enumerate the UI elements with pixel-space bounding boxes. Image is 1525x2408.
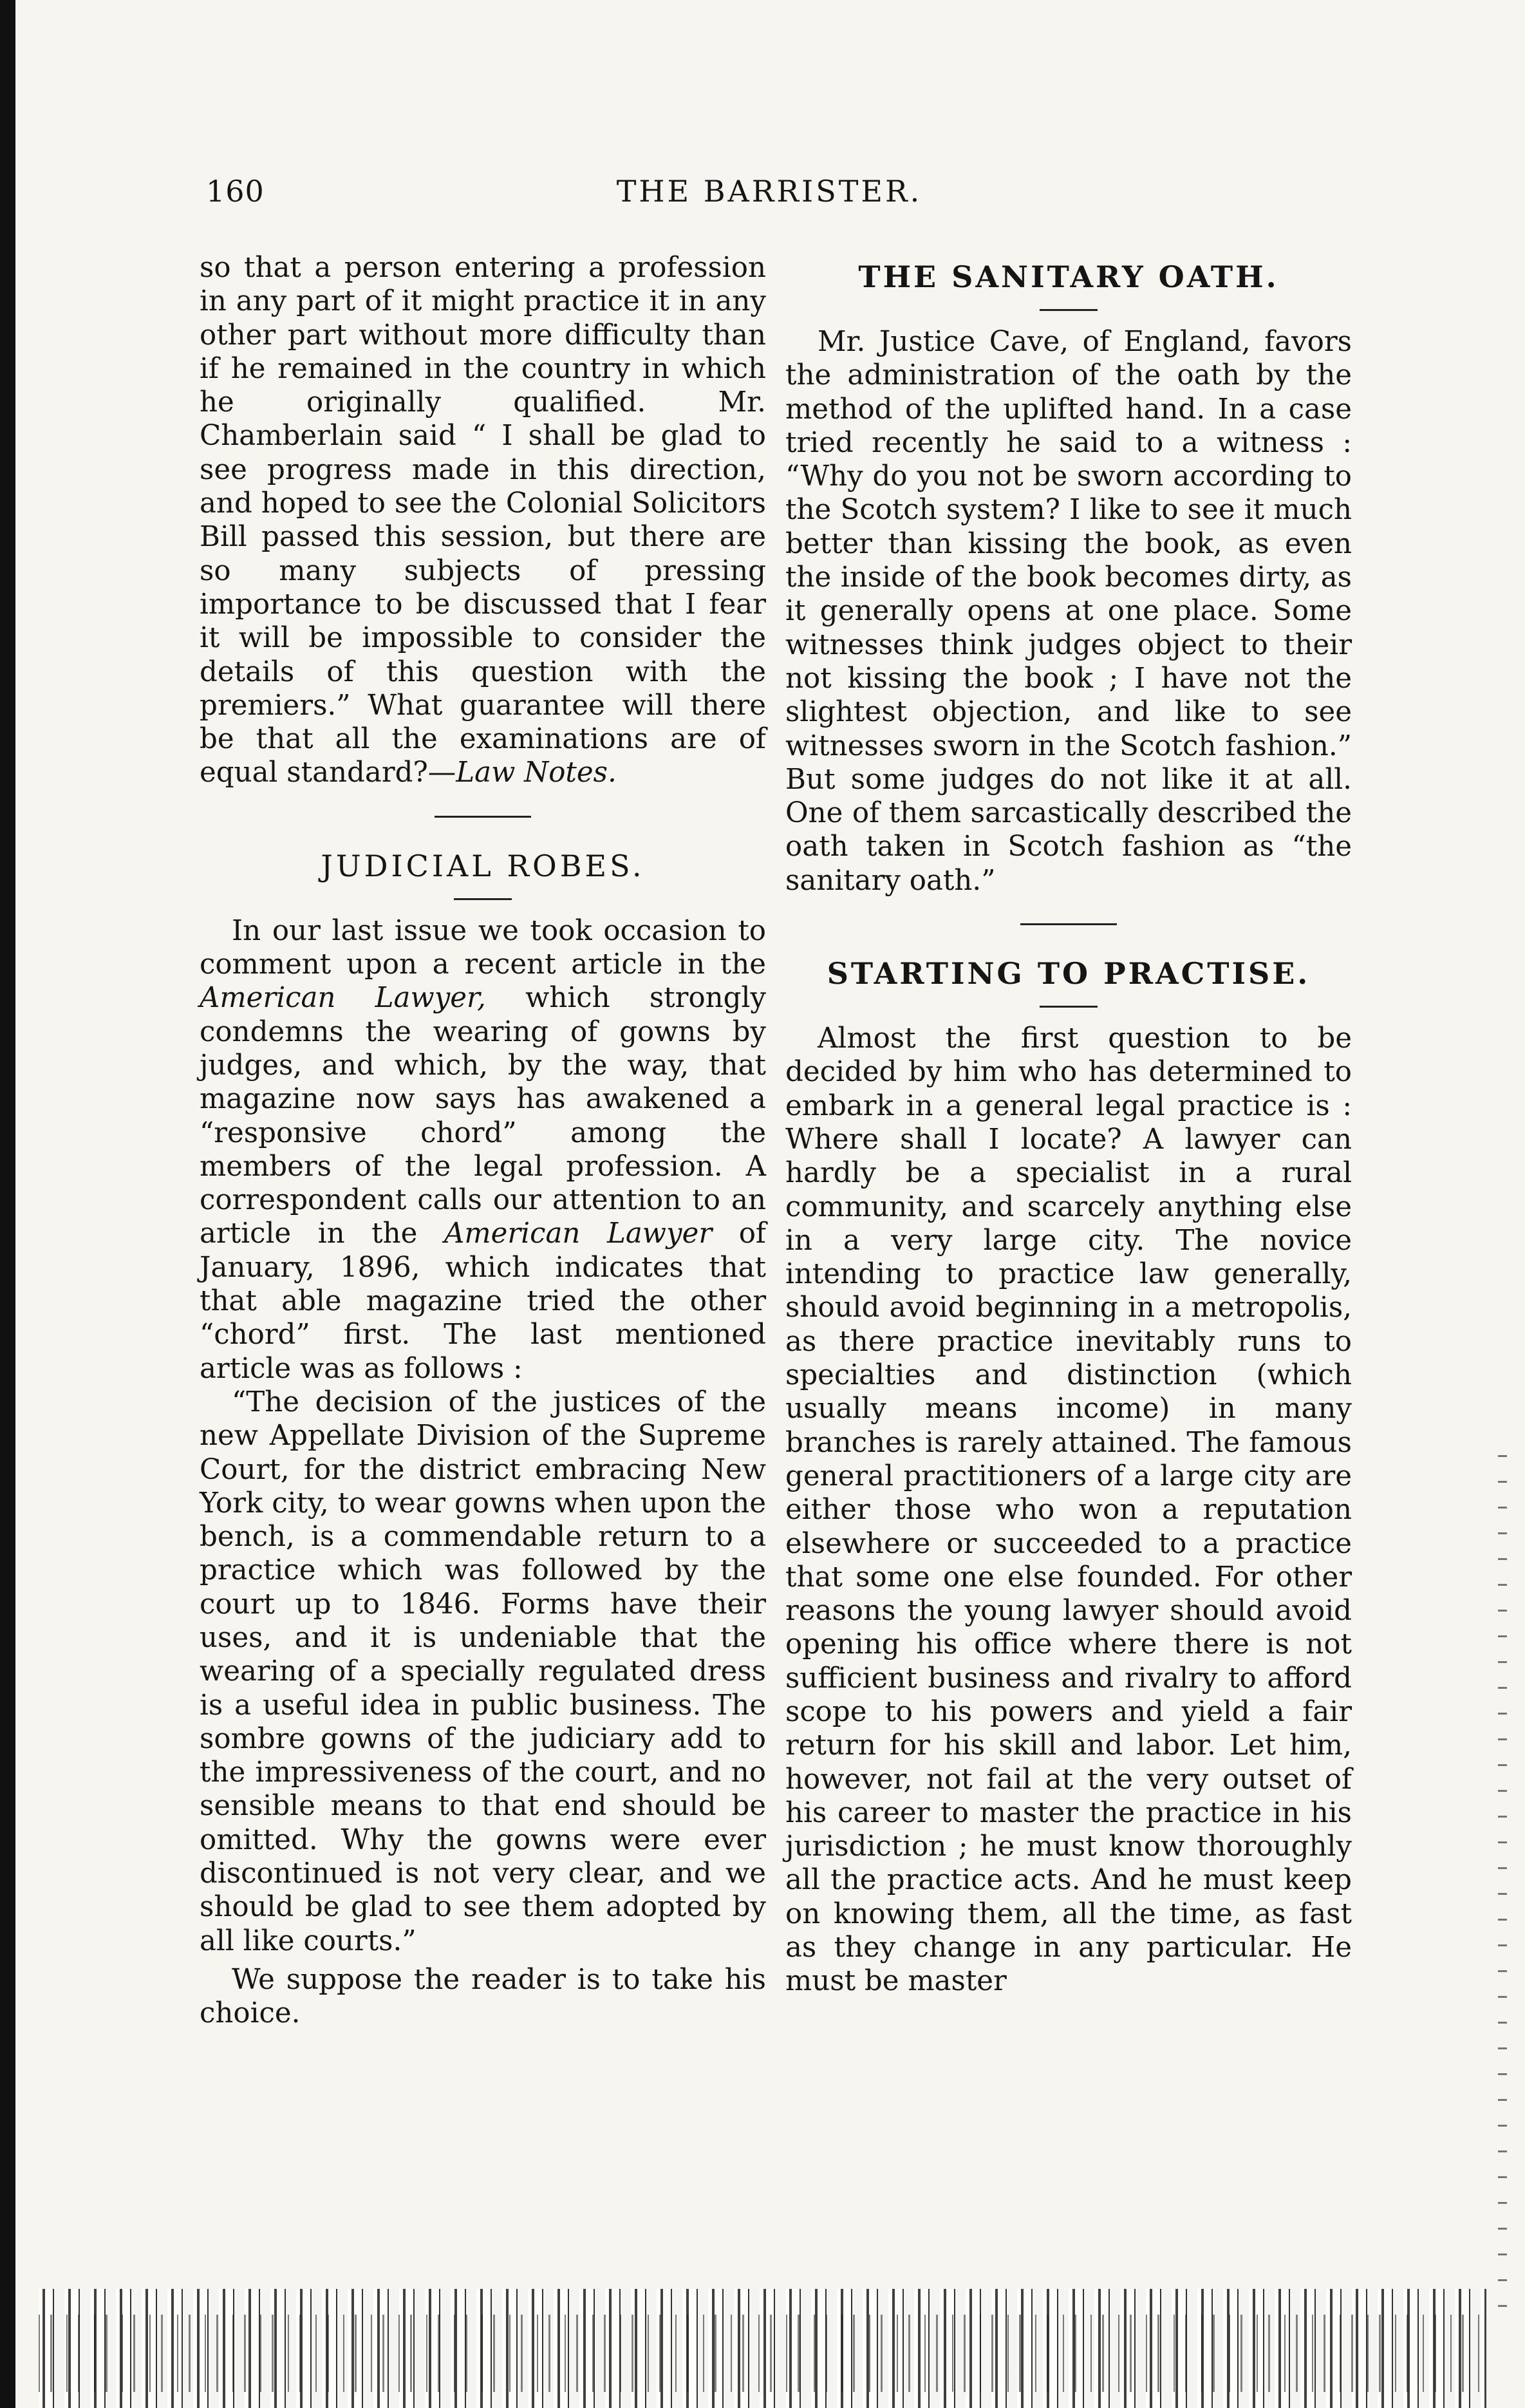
section-divider [1020,923,1117,925]
publication-title: American Lawyer, [200,982,486,1015]
judicial-robes-closing: We suppose the reader is to take his choice. [200,1963,766,2030]
scan-edge-shadow [0,0,15,2408]
heading-sanitary-oath: THE SANITARY OATH. [858,259,1279,294]
section-divider [435,816,531,818]
heading-rule [1040,1006,1098,1008]
starting-to-practise-paragraph: Almost the first question to be decided by him who has determined to embark in a general legal practice is : Where shall I locate? A lawyer can hardly be a specialist in a rural community, and scarcely anything else in a very large city. The novice intending to practice law generally, should avoid beginning in a metropolis, as there practice inevitably runs to specialties and distinction (which usually means income) in many branches is rarely attained. The famous general practitioners of a large city are either those who won a reputation elsewhere or succeeded to a practice that some one else founded. For other reasons the young lawyer should avoid opening his office where there is not sufficient business and rivalry to afford scope to his powers and yield a fair return for his skill and labor. Let him, however, not fail at the very outset of his career to master the practice in his jurisdiction ; he must know thoroughly all the practice acts. And he must keep on knowing them, all the time, as fast as they change in any particular. He must be master [785,1022,1352,1998]
heading-starting-to-practise: STARTING TO PRACTISE. [827,956,1311,992]
heading-judicial-robes: JUDICIAL ROBES. [321,848,645,883]
heading-rule [1040,309,1098,311]
text-run: which strongly condemns the wearing of gowns by judges, and which, by the way, that magazine now says has awakened a “responsive chord” among the members of the legal profession. A correspondent calls our attention to an article in the [200,982,766,1250]
publication-title: American Lawyer [444,1218,713,1250]
text-run: of January, 1896, which indicates that that able magazine tried the other “chord” first. The last mentioned article was as follows : [200,1218,766,1385]
judicial-robes-paragraph-1 [200,914,766,1386]
continuation-text: so that a person entering a profession in any part of it might practice it in any other part without more difficulty than if he remained in the country in which he originally qualified. Mr. Chamberlain said “ I shall be glad to see progress made in this direction, and hoped to see the Colonial Solicitors Bill passed this session, but there are so many subjects of pressing importance to be discussed that I fear it will be impossible to consider the details of this question with the premiers.” What guarantee will there be that all the examinations are of equal standard?— [200,252,766,789]
left-column [200,251,766,2031]
heading-rule [454,898,512,900]
continuation-paragraph [200,251,766,790]
text-run: In our last issue we took occasion to comment upon a recent article in the [200,914,766,981]
judicial-robes-quote: “The decision of the justices of the new Appellate Division of the Supreme Court, for the district embracing New York city, to wear gowns when upon the bench, is a commendable return to a practice which was followed by the court up to 1846. Forms have their uses, and it is undeniable that the wearing of a specially regulated dress is a useful idea in public business. The sombre gowns of the judiciary add to the impressiveness of the court, and no sensible means to that end should be omitted. Why the gowns were ever discontinued is not very clear, and we should be glad to see them adopted by all like courts.” [200,1386,766,1957]
scan-bottom-noise-dark [39,2315,1486,2392]
page-number: 160 [206,174,265,209]
continuation-source: Law Notes. [456,757,617,789]
scan-edge-marks [1498,1455,1507,2311]
page-header [193,174,1345,212]
sanitary-oath-paragraph: Mr. Justice Cave, of England, favors the administration of the oath by the method of the uplifted hand. In a case tried recently he said to a witness : “Why do you not be sworn according to the Scotch system? I like to see it much better than kissing the book, as even the inside of the book becomes dirty, as it generally opens at one place. Some witnesses think judges object to their not kissing the book ; I have not the slightest objection, and like to see witnesses sworn in the Scotch fashion.” But some judges do not like it at all. One of them sarcastically described the oath taken in Scotch fashion as “the sanitary oath.” [785,326,1352,897]
running-title: THE BARRISTER. [616,174,922,209]
right-column [785,258,1352,1999]
